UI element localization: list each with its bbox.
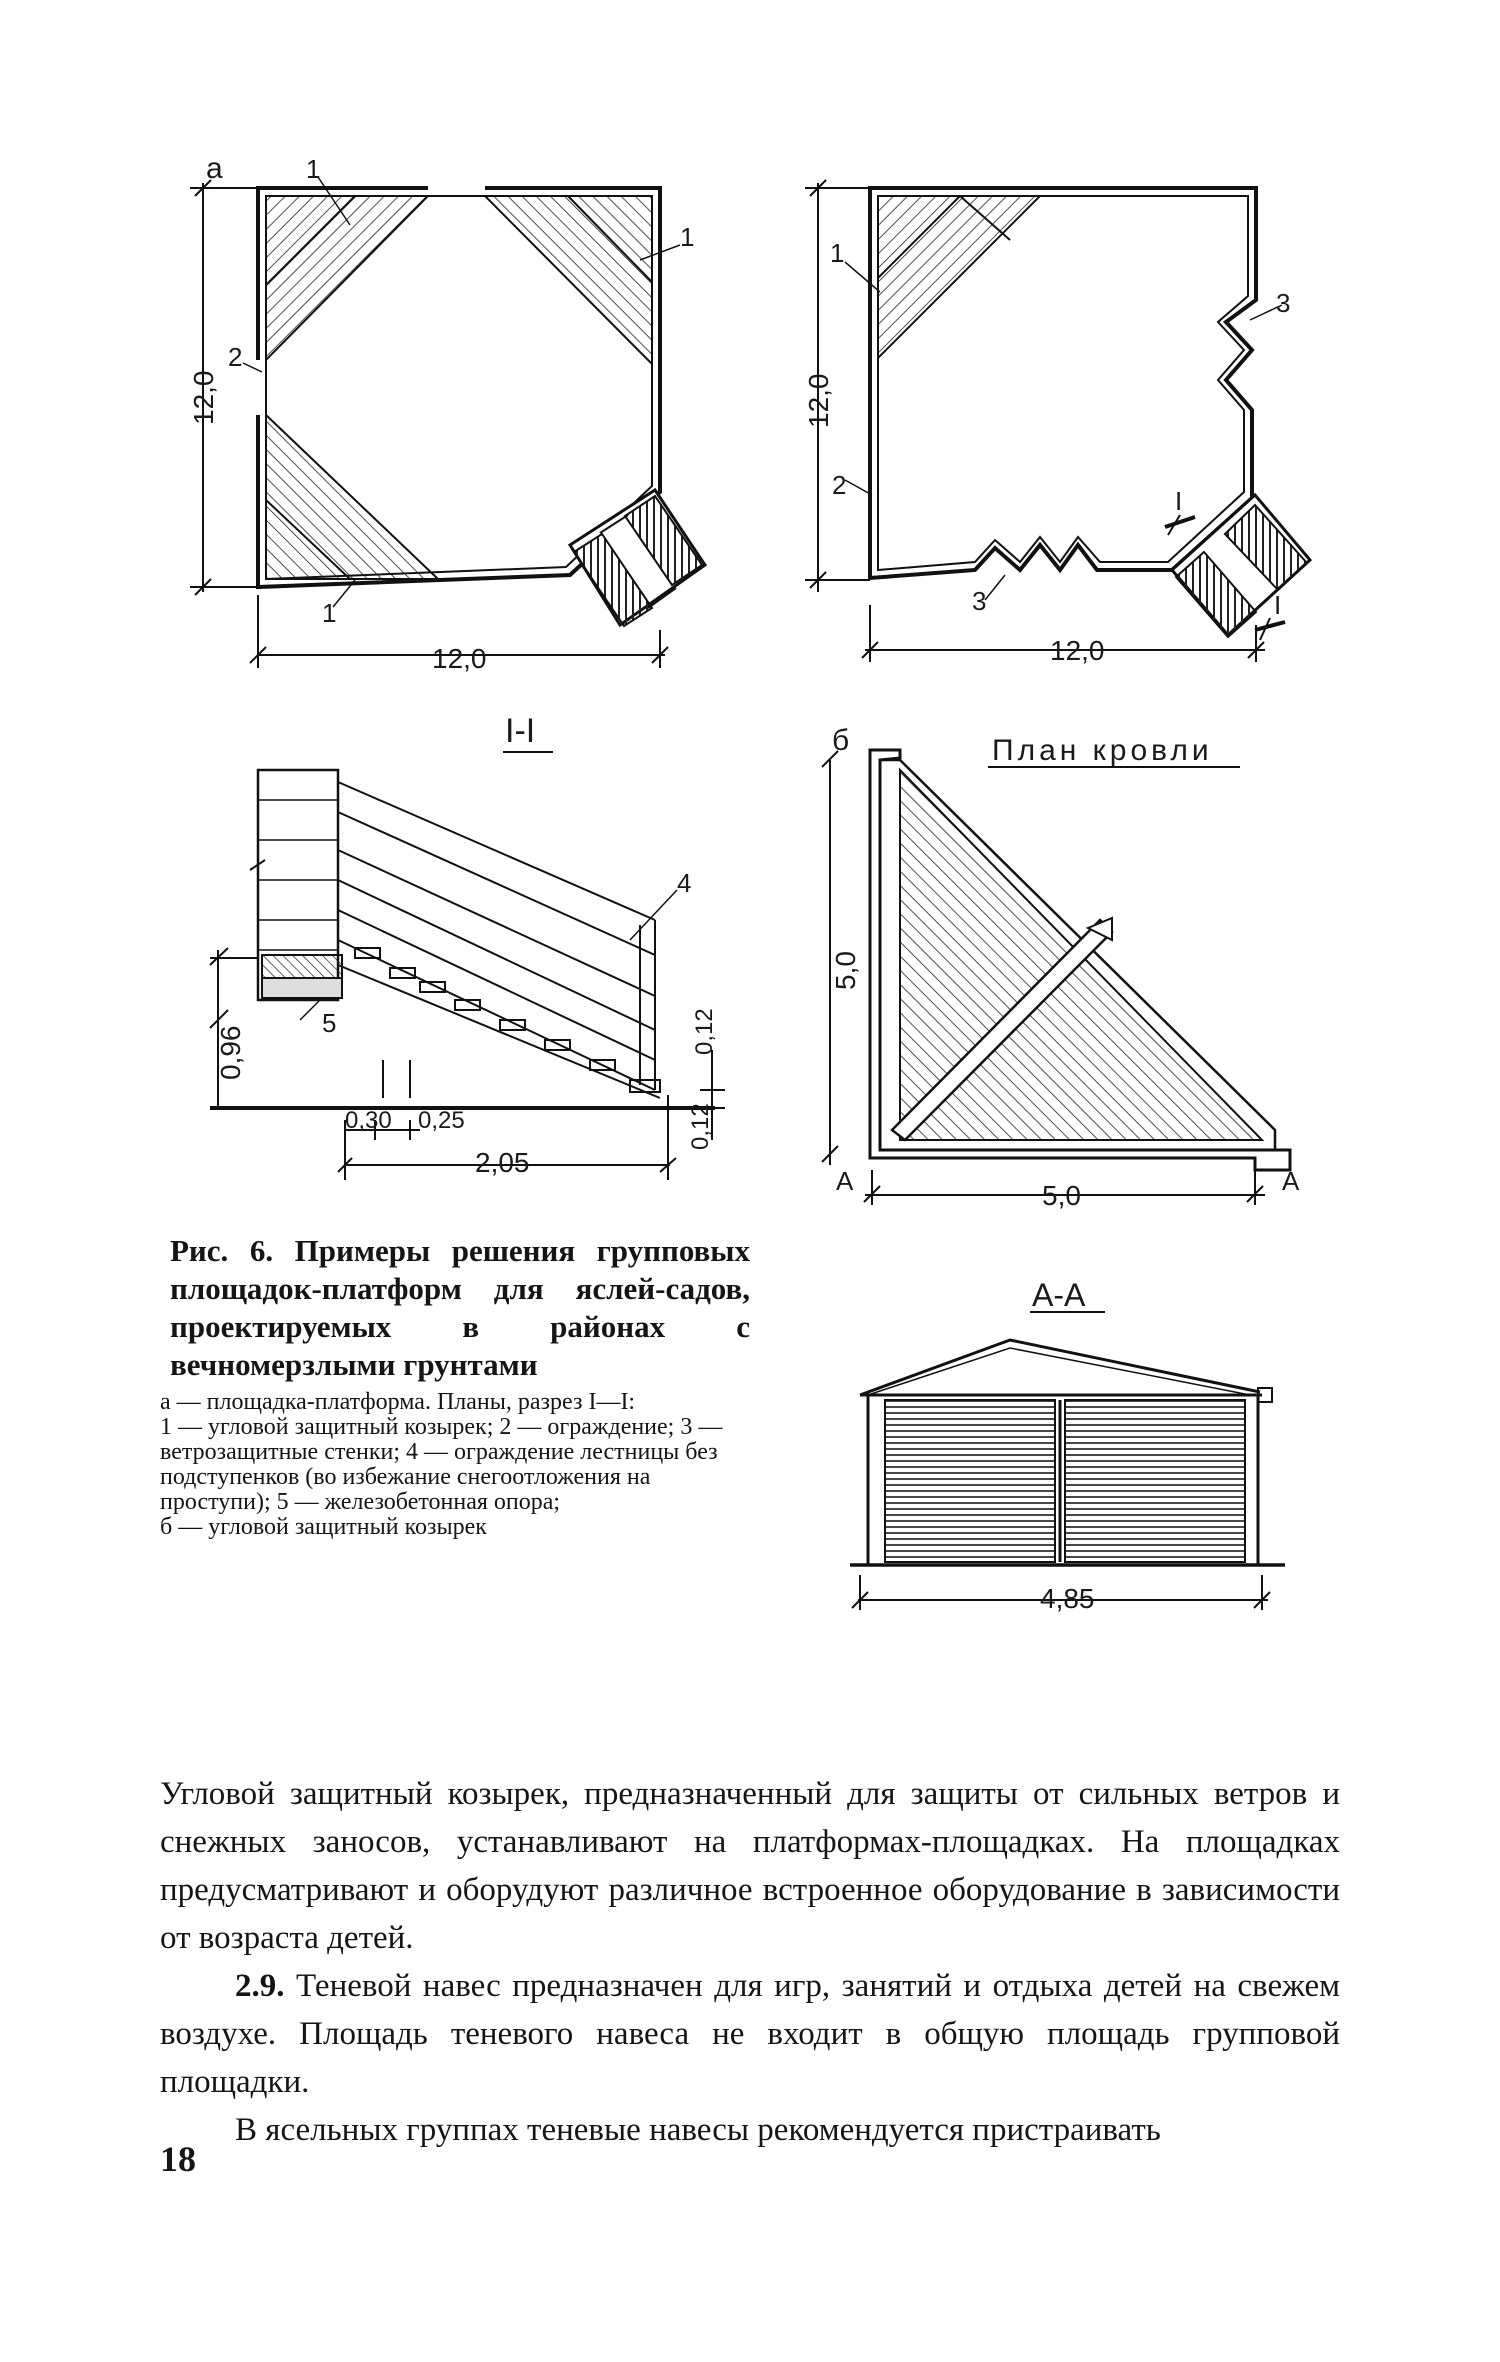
plan-b-section-mark-bottom: I [1274,590,1282,620]
plan-a-dim-height: 12,0 [188,370,219,425]
plan-a-callout-2: 2 [228,342,243,372]
section-i-stair-steps [338,948,660,1098]
section-i-callout-4: 4 [677,868,692,898]
paragraph-1: Угловой защитный козырек, предназначенный для защиты от сильных ветров и снежных заносов, устанавливают на платформах-площадках. На площадках предусматривают и оборудуют различное встроенное оборудование в зависимости от возраста детей. [160,1776,1340,1956]
plan-b-dim-height: 12,0 [803,373,834,428]
section-i-dim-height: 0,96 [215,1025,246,1080]
plan-b-section-mark-top: I [1175,486,1183,516]
plan-b-callout-2: 2 [832,470,847,500]
roof-plan-dim-height: 5,0 [830,951,861,990]
plan-b-canopy [878,196,1040,358]
paragraph-3: В ясельных группах теневые навесы рекомендуется пристраивать [235,2112,1161,2148]
section-i-dim-tread-2: 0,25 [418,1107,465,1134]
plan-a-staircase [570,490,705,626]
section-aa-panel-right [1065,1400,1245,1562]
section-aa-panel-left [885,1400,1055,1562]
plan-a-canopy-top-right [485,196,652,364]
plan-a-callout-1-right: 1 [680,222,695,252]
section-i-dim-base: 0,12 [687,1103,714,1150]
plan-a-canopy-bottom-left [266,415,438,579]
plan-a-dim-width: 12,0 [432,643,487,674]
legend-line: а — площадка-платформа. Планы, разрез I—I: [160,1389,636,1415]
section-i-dim-step-riser: 0,12 [691,1008,718,1055]
section-aa [850,1312,1285,1610]
page-number: 18 [160,2139,196,2179]
section-i-callout-5: 5 [322,1008,337,1038]
section-i-dim-length: 2,05 [475,1147,530,1178]
paragraph-2-text: Теневой навес предназначен для игр, занятий и отдыха детей на свежем воздухе. Площадь теневого навеса не входит в общую площадь групповой площадки. [160,1968,1340,2100]
roof-plan [822,750,1290,1205]
plan-a-panel-letter: а [206,152,223,185]
legend-line: б — угловой защитный козырек [160,1514,487,1540]
section-i-dim-tread-1: 0,30 [345,1107,392,1134]
plan-b-dim-width: 12,0 [1050,635,1105,666]
plan-b-callout-1: 1 [830,238,845,268]
section-i-railing [338,782,655,1090]
legend-line: 1 — угловой защитный козырек; 2 — ограждение; 3 — ветрозащитные стенки; 4 — ограждение лестницы без подступенков (во избежание снегоотложения на проступи); 5 — железобетонная опора; [160,1414,723,1515]
plan-a-callout-1-top: 1 [306,154,321,184]
roof-plan-cut-right: А [1282,1166,1300,1196]
plan-b [805,180,1310,662]
section-number: 2.9. [235,1968,285,2004]
roof-plan-dim-width: 5,0 [1042,1180,1081,1211]
section-i [210,752,725,1180]
paragraph-2 [160,1962,1340,2106]
figure-caption-title: Рис. 6. Примеры решения групповых площадок-платформ для яслей-садов, проектируемых в районах с вечномерзлыми грунтами [170,1233,750,1382]
section-i-title: I-I [505,712,536,750]
plan-a-callout-1-bottom: 1 [322,598,337,628]
roof-plan-title: План кровли [992,734,1213,767]
plan-a [190,177,705,668]
figure-legend [160,1390,752,1540]
roof-plan-cut-left: А [836,1166,854,1196]
plan-b-callout-3-bottom: 3 [972,586,987,616]
plan-b-callout-3-right: 3 [1276,288,1291,318]
section-aa-dim-width: 4,85 [1040,1583,1095,1614]
section-aa-title: А-А [1032,1277,1086,1313]
body-text [160,1770,1340,2154]
roof-plan-panel-letter: б [832,724,850,757]
